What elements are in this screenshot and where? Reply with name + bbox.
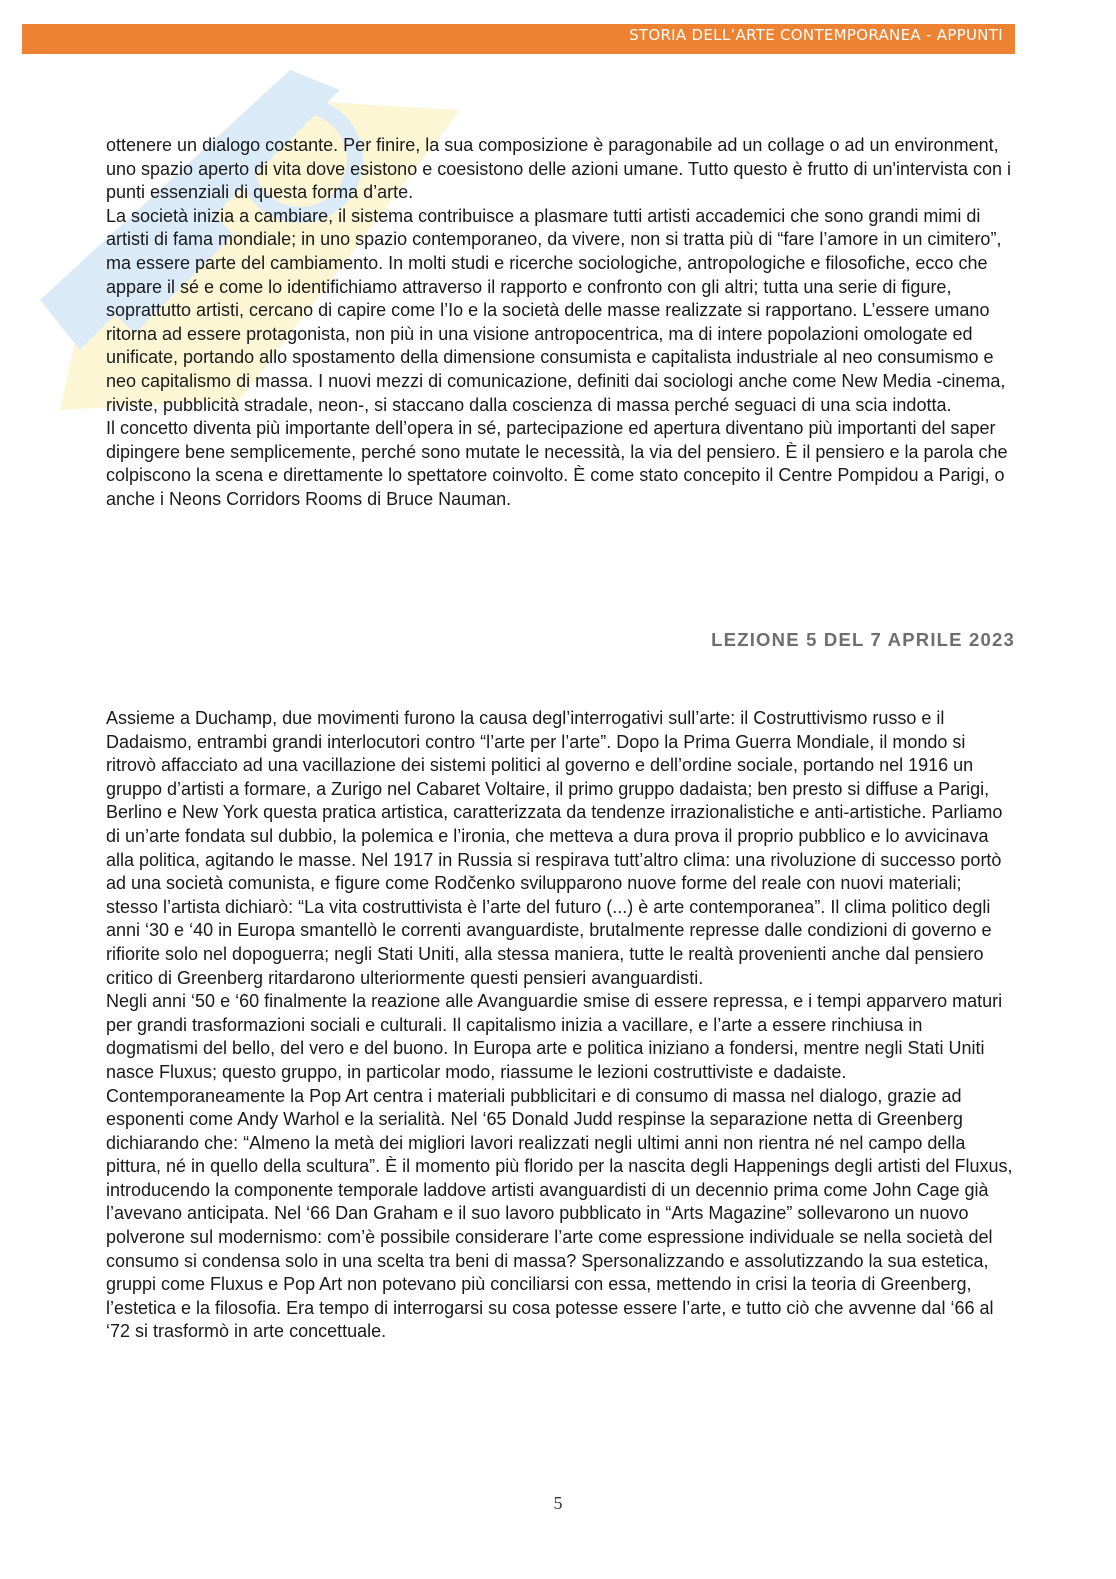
header-bar	[22, 24, 1015, 54]
paragraph: La società inizia a cambiare, il sistema contribuisce a plasmare tutti artisti accademici che sono grandi mimi di artisti di fama mondiale; in uno spazio contemporaneo, da vivere, non si tratta più di “fare l’amore in un cimitero”, ma essere parte del cambiamento. In molti studi e ricerche sociologiche, antropologiche e filosofiche, ecco che appare il sé e come lo identifichiamo attraverso il rapporto e confronto con gli altri; tutta una serie di figure, soprattutto artisti, cercano di capire come l’Io e la società delle masse realizzate si rapportano. L’essere umano ritorna ad essere protagonista, non più in una visione antropocentrica, ma di intere popolazioni omologate ed unificate, portando allo spostamento della dimensione consumista e capitalista industriale al neo consumismo e neo capitalismo di massa. I nuovi mezzi di comunicazione, definiti dai sociologi anche come New Media -cinema, riviste, pubblicità stradale, neon-, si staccano dalla coscienza di massa perché seguaci di una scia indotta.	[106, 205, 1006, 415]
paragraph: Negli anni ‘50 e ‘60 finalmente la reazione alle Avanguardie smise di essere repressa, e i tempi apparvero maturi per grandi trasformazioni sociali e culturali. Il capitalismo inizia a vacillare, e l’arte a essere rinchiusa in dogmatismi del bello, del vero e del buono. In Europa arte e politica iniziano a fondersi, mentre negli Stati Uniti nasce Fluxus; questo gruppo, in particolar modo, riassume le lezioni costruttiviste e dadaiste. Contemporaneamente la Pop Art centra i materiali pubblicitari e di consumo di massa nel dialogo, grazie ad esponenti come Andy Warhol e la serialità. Nel ‘65 Donald Judd respinse la separazione netta di Greenberg dichiarando che: “Almeno la metà dei migliori lavori realizzati negli ultimi anni non rientra né nel campo della pittura, né in quello della scultura”. È il momento più florido per la nascita degli Happenings degli artisti del Fluxus, introducendo la componente temporale laddove artisti avanguardisti di un decennio prima come John Cage già l’avevano anticipata. Nel ‘66 Dan Graham e il suo lavoro pubblicato in “Arts Magazine” sollevarono un nuovo polverone sul modernismo: com’è possibile considerare l’arte come espressione individuale se nella società del consumo si condensa solo in una scelta tra beni di massa? Spersonalizzando e assolutizzando la sua estetica, gruppi come Fluxus e Pop Art non potevano più conciliarsi con essa, mettendo in crisi la teoria di Greenberg, l’estetica e la filosofia. Era tempo di interrogarsi su cosa potesse essere l’arte, e tutto ciò che avvenne dal ‘66 al ‘72 si trasformò in arte concettuale.	[106, 991, 1013, 1342]
section-text-continued	[106, 134, 1016, 512]
paragraph: Il concetto diventa più importante dell’opera in sé, partecipazione ed apertura diventano più importanti del saper dipingere bene semplicemente, perché sono mutate le necessità, la via del pensiero. È il pensiero e la parola che colpiscono la scena e direttamente lo spettatore coinvolto. È come stato concepito il Centre Pompidou a Parigi, o anche i Neons Corridors Rooms di Bruce Nauman.	[106, 418, 1008, 509]
header-title: STORIA DELL’ARTE CONTEMPORANEA - APPUNTI	[629, 26, 1003, 44]
paragraph: Assieme a Duchamp, due movimenti furono la causa degl’interrogativi sull’arte: il Costruttivismo russo e il Dadaismo, entrambi grandi interlocutori contro “l’arte per l’arte”. Dopo la Prima Guerra Mondiale, il mondo si ritrovò affacciato ad una vacillazione dei sistemi politici al governo e dell’ordine sociale, portando nel 1916 un gruppo d’artisti a formare, a Zurigo nel Cabaret Voltaire, il primo gruppo dadaista; ben presto si diffuse a Parigi, Berlino e New York questa pratica artistica, caratterizzata da tendenze irrazionalistiche e anti-artistiche. Parliamo di un’arte fondata sul dubbio, la polemica e l’ironia, che metteva a dura prova il proprio pubblico e lo avvicinava alla politica, agitando le masse. Nel 1917 in Russia si respirava tutt’altro clima: una rivoluzione di successo portò ad una società comunista, e figure come Rodčenko svilupparono nuove forme del reale con nuovi materiali; stesso l’artista dichiarò: “La vita costruttivista è l’arte del futuro (...) è arte contemporanea”. Il clima politico degli anni ‘30 e ‘40 in Europa smantellò le correnti avanguardiste, brutalmente represse dalle condizioni di governo e rifiorite solo nel dopoguerra; negli Stati Uniti, alla stessa maniera, tutte le realtà provenienti anche dal pensiero critico di Greenberg ritardarono ulteriormente questi pensieri avanguardisti.	[106, 708, 1003, 988]
section-text-lesson-5	[106, 707, 1016, 1344]
paragraph: ottenere un dialogo costante. Per finire, la sua composizione è paragonabile ad un collage o ad un environment, uno spazio aperto di vita dove esistono e coesistono delle azioni umane. Tutto questo è frutto di un'intervista con i punti essenziali di questa forma d’arte.	[106, 135, 1011, 203]
page-number: 5	[553, 1493, 563, 1513]
lesson-heading: LEZIONE 5 DEL 7 APRILE 2023	[711, 629, 1015, 650]
